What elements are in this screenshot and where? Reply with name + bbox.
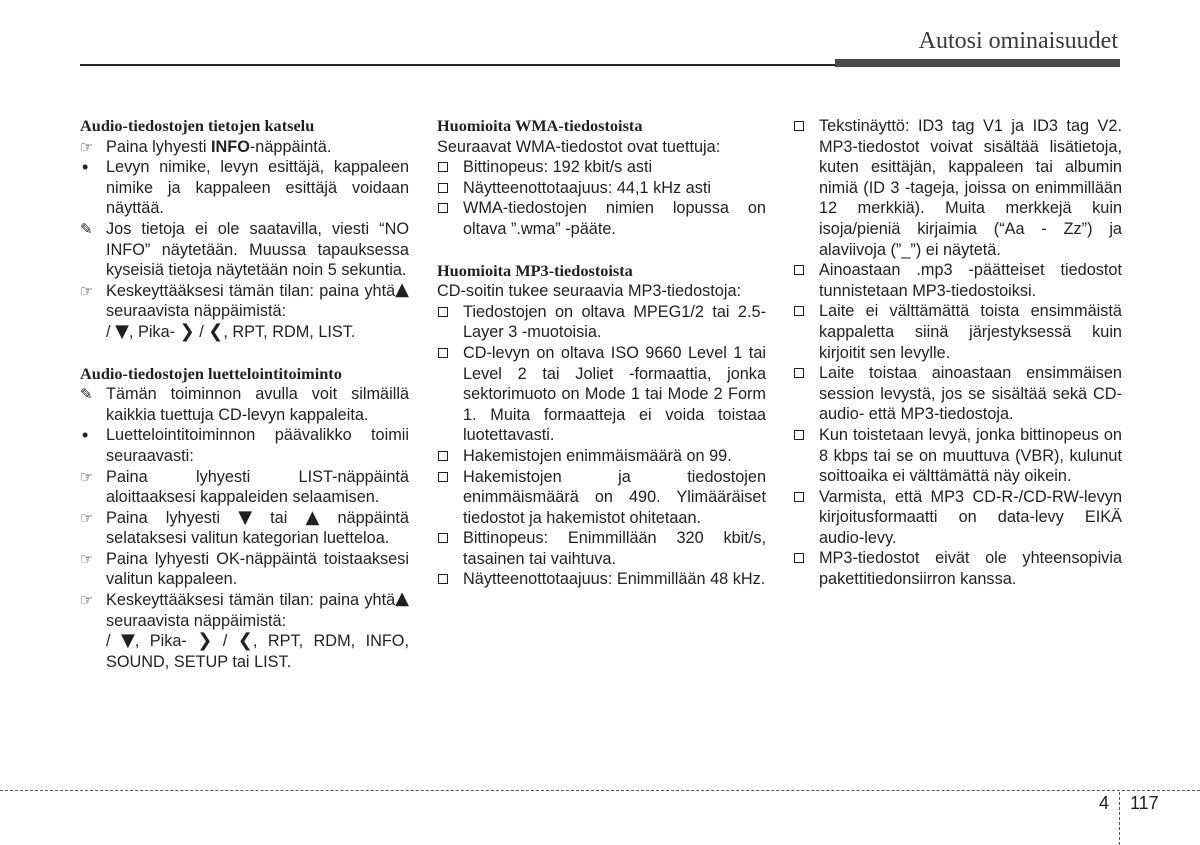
section-heading-mp3: Huomioita MP3-tiedostoista xyxy=(437,260,633,280)
item-text: Paina lyhyesti xyxy=(106,508,221,527)
intro-text: Seuraavat WMA-tiedostot ovat tuettuja: xyxy=(437,137,721,156)
item-text: / xyxy=(199,322,204,341)
footer-rule xyxy=(0,790,1200,791)
column-2 xyxy=(437,116,766,590)
hand-pointer-icon: ☞ xyxy=(80,591,94,610)
item-text: Näytteenottotaajuus: Enimmillään 48 kHz. xyxy=(463,570,766,589)
info-key-label: INFO xyxy=(210,137,250,156)
item-text: , Pika- xyxy=(134,632,187,651)
list-item xyxy=(80,467,409,508)
list-item xyxy=(437,343,766,446)
list-item xyxy=(793,116,1122,260)
list-item xyxy=(437,569,766,590)
item-text: Paina lyhyesti xyxy=(106,137,211,156)
up-arrow-icon: ▲ xyxy=(395,278,409,300)
down-arrow-icon: ▼ xyxy=(238,506,253,528)
list-item xyxy=(793,260,1122,301)
item-text: Bittinopeus: Enimmillään 320 kbit/s, tasainen tai vaihtuva. xyxy=(463,529,766,568)
item-text: näppäintä selataksesi valitun kategorian luetteloa. xyxy=(106,508,409,548)
item-text: Jos tietoja ei ole saatavilla, viesti “NO INFO” näytetään. Muussa tapauksessa kyseisiä tietoja näytetään noin 5 sekuntia. xyxy=(106,219,409,280)
list-item xyxy=(80,137,409,158)
list-item xyxy=(437,446,766,467)
list-item xyxy=(80,549,409,590)
list-item xyxy=(80,384,409,425)
up-arrow-icon: ▲ xyxy=(305,506,320,528)
left-chevron-icon: ❮ xyxy=(237,630,253,652)
item-text: Kun toistetaan levyä, jonka bittinopeus on 8 kbps tai se on muuttuva (VBR), kulunut soittoaika ei välttämättä näy oikein. xyxy=(819,425,1122,486)
section-heading-wma: Huomioita WMA-tiedostoista xyxy=(437,116,643,135)
section-heading-info: Audio-tiedostojen tietojen katselu xyxy=(80,116,315,135)
list-item xyxy=(437,178,766,199)
item-text: CD-levyn on oltava ISO 9660 Level 1 tai Level 2 tai Joliet -formaattia, jonka sektorimuoto on Mode 1 tai Mode 2 Form 1. Muita formaatteja ei voida toistaa luotettavasti. xyxy=(463,343,766,445)
item-text: Näytteenottotaajuus: 44,1 kHz asti xyxy=(463,178,711,197)
section-heading-list: Audio-tiedostojen luettelointitoiminto xyxy=(80,363,342,383)
item-text: Hakemistojen ja tiedostojen enimmäismäärä on 490. Ylimääräiset tiedostot ja hakemistot ohitetaan. xyxy=(463,467,766,527)
intro-text: CD-soitin tukee seuraavia MP3-tiedostoja: xyxy=(437,282,742,301)
item-text: Laite ei välttämättä toista ensimmäistä kappaletta siinä järjestyksessä kuin kirjoitit sen levylle. xyxy=(819,302,1122,362)
list-item xyxy=(80,157,409,219)
list-item xyxy=(80,219,409,281)
item-text: Tekstinäyttö: ID3 tag V1 ja ID3 tag V2. MP3-tiedostot voivat sisältää lisätietoja, kuten esittäjän, kappaleen tai albumin nimiä (ID 3 -tageja, joissa on enimmillään 12 merkkiä). Muita merkkejä kuin isoja/pieniä kirjaimia (“Aa - Zz”) ja alaviivoja (”_”) ei näytetä. xyxy=(819,117,1122,259)
item-text: -näppäintä. xyxy=(249,137,332,156)
column-1 xyxy=(80,116,409,672)
list-item xyxy=(793,363,1122,425)
item-text: / xyxy=(106,632,111,651)
up-arrow-icon: ▲ xyxy=(395,588,409,610)
item-text: Ainoastaan .mp3 -päätteiset tiedostot tunnistetaan MP3-tiedostoiksi. xyxy=(819,261,1122,300)
item-text: Tiedostojen on oltava MPEG1/2 tai 2.5-Layer 3 -muotoisia. xyxy=(463,302,766,342)
hand-pointer-icon: ☞ xyxy=(80,137,94,156)
hand-pointer-icon: ☞ xyxy=(80,281,94,300)
right-chevron-icon: ❯ xyxy=(197,630,213,652)
item-text: , RPT, RDM, INFO, SOUND, SETUP tai LIST. xyxy=(106,632,409,671)
item-text: Keskeyttääksesi tämän tilan: paina yhtä seuraavista näppäimistä: xyxy=(106,281,396,321)
list-item xyxy=(793,487,1122,549)
list-item xyxy=(80,508,409,549)
item-text: Keskeyttääksesi tämän tilan: paina yhtä seuraavista näppäimistä: xyxy=(106,591,396,630)
list-item xyxy=(793,548,1122,589)
down-arrow-icon: ▼ xyxy=(120,630,135,652)
list-item xyxy=(80,425,409,466)
pencil-note-icon: ✎ xyxy=(80,219,93,238)
pencil-note-icon: ✎ xyxy=(80,385,93,404)
item-text: Paina lyhyesti OK-näppäintä toistaaksesi valitun kappaleen. xyxy=(106,549,409,589)
item-text: MP3-tiedostot eivät ole yhteensopivia pakettitiedonsiirron kanssa. xyxy=(819,549,1122,589)
list-item xyxy=(80,278,409,343)
list-item xyxy=(437,302,766,343)
list-item xyxy=(793,301,1122,363)
list-item xyxy=(437,198,766,239)
footer-divider xyxy=(1119,792,1120,845)
page-number: 117 xyxy=(1130,793,1159,813)
item-text: WMA-tiedostojen nimien lopussa on oltava ”.wma” -pääte. xyxy=(463,199,766,238)
item-text: / xyxy=(106,322,111,341)
item-text: Bittinopeus: 192 kbit/s asti xyxy=(463,158,653,177)
item-text: Levyn nimike, levyn esittäjä, kappaleen nimike ja kappaleen esittäjä voidaan näyttää. xyxy=(106,158,409,218)
item-text: / xyxy=(222,632,228,651)
down-arrow-icon: ▼ xyxy=(115,320,129,342)
hand-pointer-icon: ☞ xyxy=(80,467,94,486)
header-rule-accent xyxy=(835,59,1120,67)
item-text: , RPT, RDM, LIST. xyxy=(223,322,356,341)
item-text: , Pika- xyxy=(128,322,176,341)
header-title: Autosi ominaisuudet xyxy=(918,28,1118,54)
list-item xyxy=(793,425,1122,487)
column-3 xyxy=(793,116,1122,590)
hand-pointer-icon: ☞ xyxy=(80,508,94,527)
item-text: Tämän toiminnon avulla voit silmäillä kaikkia tuettuja CD-levyn kappaleita. xyxy=(106,385,409,424)
item-text: Varmista, että MP3 CD-R-/CD-RW-levyn kirjoitusformaatti on data-levy EIKÄ audio-levy. xyxy=(819,487,1122,547)
item-text: Luettelointitoiminnon päävalikko toimii seuraavasti: xyxy=(106,426,409,465)
item-text: Paina lyhyesti LIST-näppäintä aloittaaksesi kappaleiden selaamisen. xyxy=(106,467,409,507)
header-rule xyxy=(80,64,840,66)
list-item xyxy=(437,528,766,569)
list-item xyxy=(437,467,766,529)
item-text: Hakemistojen enimmäismäärä on 99. xyxy=(463,446,732,465)
left-chevron-icon: ❮ xyxy=(208,320,224,342)
right-chevron-icon: ❯ xyxy=(179,320,195,342)
item-text: Laite toistaa ainoastaan ensimmäisen session levystä, jos se sisältää sekä CD-audio- että MP3-tiedostoja. xyxy=(819,364,1122,424)
chapter-number: 4 xyxy=(1099,793,1110,813)
list-item xyxy=(437,157,766,178)
list-item xyxy=(80,590,409,672)
item-text: tai xyxy=(270,508,288,527)
hand-pointer-icon: ☞ xyxy=(80,549,94,568)
